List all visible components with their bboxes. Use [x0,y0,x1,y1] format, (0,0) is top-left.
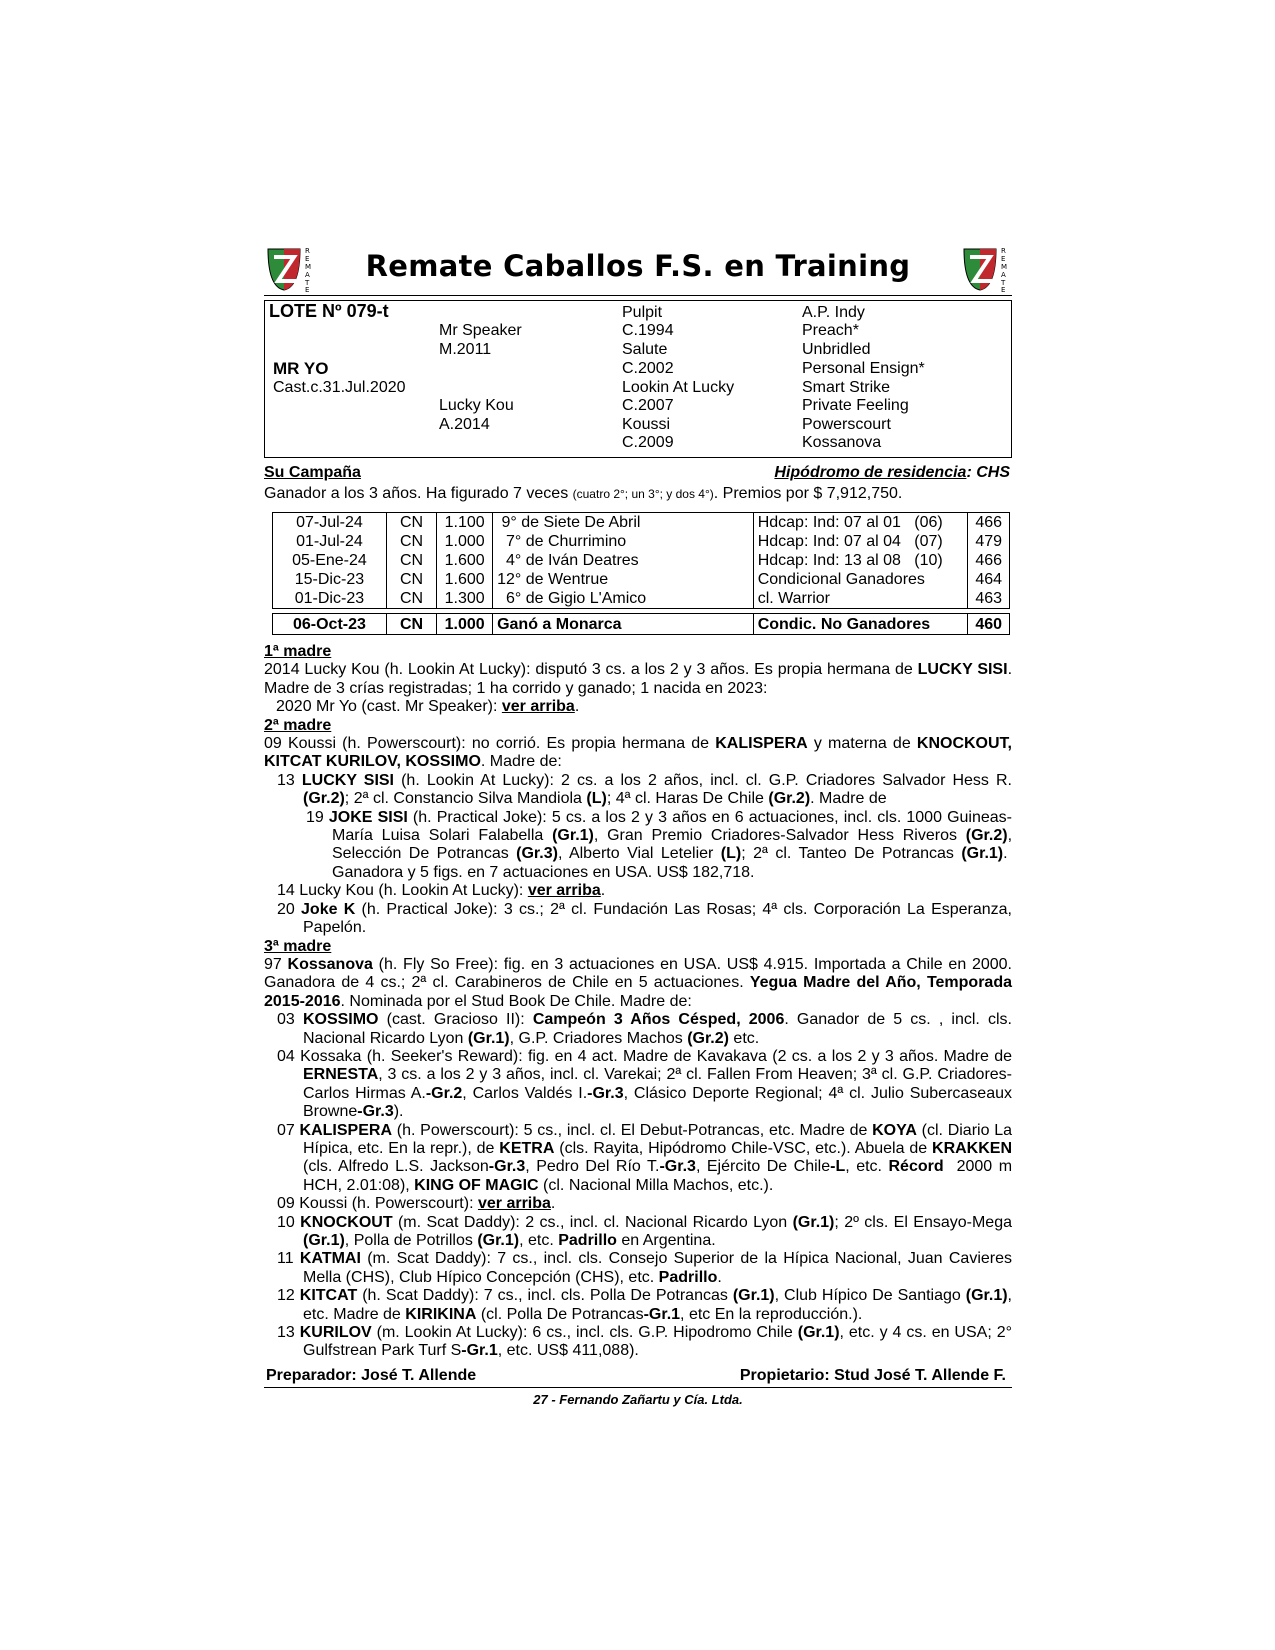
third-dam-text: 97 Kossanova (h. Fly So Free): fig. en 3 actuaciones en USA. US$ 4.915. Importada a Chile en 2000. Ganadora de 4 cs.; 2ª cl. Carabineros de Chile en 5 actuaciones. Yegua Madre del Año, Temporada 2015-2016. Nominada por el Stud Book De Chile. Madre de: [264,955,1012,1010]
race-condition: cl. Warrior [753,589,968,609]
great-grandparent: Preach* [802,322,859,339]
page-number: 27 - Fernando Zañartu y Cía. Ltda. [533,1391,743,1407]
second-dam-heading: 2ª madre [264,716,332,734]
svg-text:T: T [305,279,310,287]
produce-entry: 19 JOKE SISI (h. Practical Joke): 5 cs. a los 2 y 3 años en 6 actuaciones, incl. cls. 1000 Guineas-María Luisa Solari Falabella (Gr.1), Gran Premio Criadores-Salvador Hess Riveros (Gr.2), Selección De Potrancas (Gr.3), Alberto Vial Letelier (L); 2ª cl. Tanteo De Potrancas (Gr.1). Ganadora y 5 figs. en 7 actuaciones en USA. US$ 182,718. [306,808,1013,881]
campaign-summary [264,484,1012,504]
race-track: CN [386,614,436,635]
race-track: CN [386,532,436,551]
svg-text:R: R [1001,247,1006,255]
family-notes [264,643,1012,1361]
remates-logo-icon [960,243,1012,293]
produce-entry: 13 KURILOV (m. Lookin At Lucky): 6 cs., incl. cls. G.P. Hipodromo Chile (Gr.1), etc. y 4 cs. en USA; 2° Gulfstrean Park Turf S-Gr.1, etc. US$ 411,088). [277,1324,1012,1360]
race-rating: 466 [968,513,1010,533]
race-track: CN [386,513,436,533]
residence-track [774,464,1010,482]
first-dam-text: 2014 Lucky Kou (h. Lookin At Lucky): disputó 3 cs. a los 2 y 3 años. Es propia hermana de LUCKY SISI. Madre de 3 crías registradas; 1 ha corrido y ganado; 1 nacida en 2023: [264,661,1013,697]
horse-name: MR YO [273,359,329,378]
svg-text:E: E [1001,255,1006,263]
race-result: 4° de Iván Deatres [493,551,754,570]
race-distance: 1.600 [437,551,493,570]
campaign-label: Su Campaña [264,464,361,481]
granddam-info: C.2009 [622,434,674,451]
residence-value: : CHS [966,464,1010,481]
race-condition: Condic. No Ganadores [753,614,968,635]
race-result: 6° de Gigio L'Amico [493,589,754,609]
race-row [273,551,1010,570]
lote-number: LOTE Nº 079-t [269,301,389,321]
produce-entry: 13 LUCKY SISI (h. Lookin At Lucky): 2 cs. a los 2 años, incl. cl. G.P. Criadores Salvador Hess R. (Gr.2); 2ª cl. Constancio Silva Mandiola (L); 4ª cl. Haras De Chile (Gr.2). Madre de [277,771,1012,808]
grandsire-info: C.1994 [622,322,674,339]
race-track: CN [386,570,436,589]
race-distance: 1.000 [437,614,493,635]
race-row [273,513,1010,533]
great-grandparent: Smart Strike [802,379,891,396]
summary-text: Ganador a los 3 años. Ha figurado 7 veces [264,485,573,502]
great-grandparent: Personal Ensign* [802,360,925,377]
svg-text:A: A [1001,271,1006,279]
produce-entry: 03 KOSSIMO (cast. Gracioso II): Campeón 3 Años Césped, 2006. Ganador de 5 cs. , incl. cls. Nacional Ricardo Lyon (Gr.1), G.P. Criadores Machos (Gr.2) etc. [277,1011,1012,1047]
race-rating: 479 [968,532,1010,551]
great-grandparent: Private Feeling [802,397,909,414]
third-dam-heading: 3ª madre [264,937,332,955]
race-rating: 464 [968,570,1010,589]
produce-entry: 07 KALISPERA (h. Powerscourt): 5 cs., incl. cl. El Debut-Potrancas, etc. Madre de KOYA (cl. Diario La Hípica, etc. En la repr.), de KETRA (cls. Rayita, Hipódromo Chile-VSC, etc.). Abuela de KRAKKEN (cls. Alfredo L.S. Jackson-Gr.3, Pedro Del Río T.-Gr.3, Ejército De Chile-L, etc. Récord 2000 m HCH, 2.01:08), KING OF MAGIC (cl. Nacional Milla Machos, etc.). [277,1121,1013,1194]
race-result: 12° de Wentrue [493,570,754,589]
race-condition: Hdcap: Ind: 07 al 04 (07) [753,532,968,551]
produce-entry: 10 KNOCKOUT (m. Scat Daddy): 2 cs., incl. cl. Nacional Ricardo Lyon (Gr.1); 2º cls. El Ensayo-Mega (Gr.1), Polla de Potrillos (Gr.1), etc. Padrillo en Argentina. [277,1213,1012,1249]
great-grandparent: A.P. Indy [802,304,865,321]
race-distance: 1.000 [437,532,493,551]
first-dam-heading: 1ª madre [264,643,332,660]
residence-label: Hipódromo de residencia [774,464,967,481]
produce-entry: 09 Koussi (h. Powerscourt): ver arriba. [277,1195,556,1213]
owner: Propietario: Stud José T. Allende F. [739,1366,1006,1384]
great-grandparent: Kossanova [802,434,882,451]
race-condition: Hdcap: Ind: 07 al 01 (06) [753,513,968,533]
summary-placings: (cuatro 2°; un 3°; y dos 4°) [572,487,714,501]
race-distance: 1.100 [437,513,493,533]
race-row [273,589,1010,609]
race-row [273,570,1010,589]
race-date: 15-Dic-23 [273,570,387,589]
grandsire-name: Lookin At Lucky [622,379,735,396]
campaign-header [264,464,1012,484]
page-header [264,245,1012,296]
race-rating: 460 [968,614,1010,635]
race-distance: 1.300 [437,589,493,609]
svg-text:T: T [1001,279,1006,287]
svg-text:M: M [305,263,312,271]
produce-entry: 04 Kossaka (h. Seeker's Reward): fig. en 4 act. Madre de Kavakava (2 cs. a los 2 y 3 años. Madre de ERNESTA, 3 cs. a los 2 y 3 años, incl. cl. Varekai; 2ª cl. Fallen From Heaven; 3ª cl. G.P. Criadores-Carlos Hirmas A.-Gr.2, Carlos Valdés I.-Gr.3, Clásico Deporte Regional; 4ª cl. Julio Subercaseaux Browne-Gr.3). [277,1047,1013,1121]
granddam-name: Koussi [622,416,671,433]
svg-text:E: E [305,255,310,263]
svg-text:E: E [305,286,310,293]
footer-credits [264,1365,1012,1388]
granddam-name: Salute [622,341,668,358]
winning-race-row [273,614,1010,635]
race-result: Ganó a Monarca [493,614,754,635]
sire-info: M.2011 [439,341,492,358]
grandsire-name: Pulpit [622,304,663,321]
race-condition: Hdcap: Ind: 13 al 08 (10) [753,551,968,570]
grandsire-info: C.2007 [622,397,674,414]
produce-entry: 2020 Mr Yo (cast. Mr Speaker): ver arriba. [276,698,580,716]
race-condition: Condicional Ganadores [753,570,968,589]
race-date: 07-Jul-24 [273,513,387,533]
race-rating: 466 [968,551,1010,570]
granddam-info: C.2002 [622,360,674,377]
great-grandparent: Unbridled [802,341,871,358]
horse-info: Cast.c.31.Jul.2020 [273,379,406,396]
dam-name: Lucky Kou [439,397,514,414]
produce-entry: 14 Lucky Kou (h. Lookin At Lucky): ver arriba. [277,882,606,900]
page-title: Remate Caballos F.S. en Training [365,249,911,283]
race-row [273,532,1010,551]
svg-text:M: M [1001,263,1008,271]
summary-prize: . Premios por $ 7,912,750. [713,485,903,502]
produce-entry: 11 KATMAI (m. Scat Daddy): 7 cs., incl. cls. Consejo Superior de la Hípica Nacional, Juan Cavieres Mella (CHS), Club Hípico Concepción (CHS), etc. Padrillo. [277,1250,1012,1286]
race-date: 01-Jul-24 [273,532,387,551]
second-dam-text: 09 Koussi (h. Powerscourt): no corrió. Es propia hermana de KALISPERA y materna de KNOCKOUT, KITCAT KURILOV, KOSSIMO. Madre de: [264,735,1012,771]
race-date: 05-Ene-24 [273,551,387,570]
race-result: 9° de Siete De Abril [493,513,754,533]
great-grandparent: Powerscourt [802,416,891,433]
catalog-page [264,245,1012,1407]
race-date: 06-Oct-23 [273,614,387,635]
race-rating: 463 [968,589,1010,609]
svg-text:E: E [1001,286,1006,293]
race-date: 01-Dic-23 [273,589,387,609]
race-track: CN [386,551,436,570]
race-distance: 1.600 [437,570,493,589]
race-record-table [272,512,1010,635]
race-track: CN [386,589,436,609]
sire-name: Mr Speaker [439,322,522,339]
produce-entry: 20 Joke K (h. Practical Joke): 3 cs.; 2ª cl. Fundación Las Rosas; 4ª cls. Corporación La Esperanza, Papelón. [277,900,1013,937]
trainer: Preparador: José T. Allende [266,1366,477,1384]
pedigree-box [264,300,1012,458]
dam-info: A.2014 [439,416,490,433]
race-result: 7° de Churrimino [493,532,754,551]
svg-text:A: A [305,271,310,279]
produce-entry: 12 KITCAT (h. Scat Daddy): 7 cs., incl. cls. Polla De Potrancas (Gr.1), Club Hípico De Santiago (Gr.1), etc. Madre de KIRIKINA (cl. Polla De Potrancas-Gr.1, etc En la reproducción.). [277,1287,1012,1323]
svg-text:R: R [305,247,310,255]
